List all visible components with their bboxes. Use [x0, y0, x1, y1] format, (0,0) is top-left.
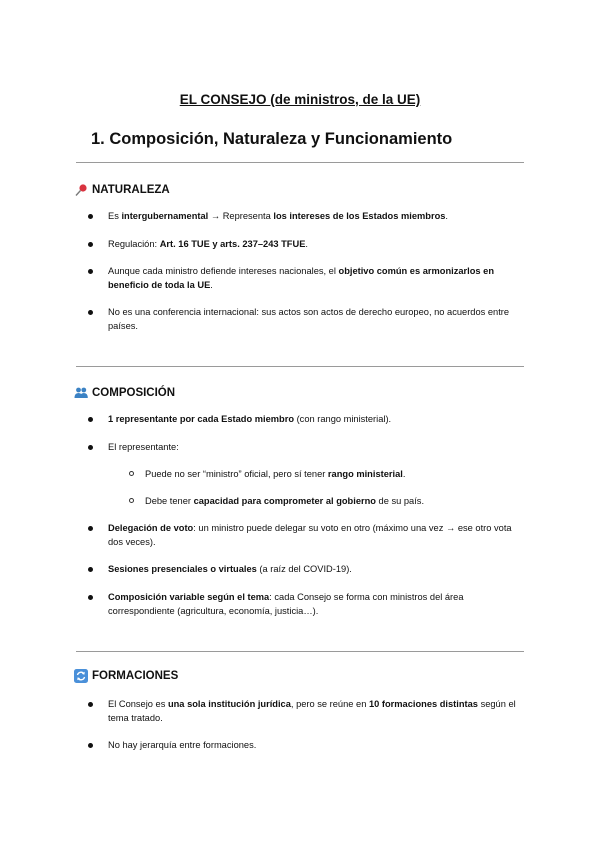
bullet-icon: [88, 417, 93, 422]
people-icon: [74, 386, 88, 400]
bullet-icon: [88, 526, 93, 531]
list-item: Es intergubernamental → Representa los intereses de los Estados miembros.: [108, 209, 524, 223]
bullet-icon: [88, 702, 93, 707]
list-item: Regulación: Art. 16 TUE y arts. 237–243 TFUE.: [108, 237, 524, 251]
bullet-icon: [88, 445, 93, 450]
list-item: No hay jerarquía entre formaciones.: [108, 738, 524, 752]
list-item: El Consejo es una sola institución jurídica, pero se reúne en 10 formaciones distintas según el tema tratado.: [108, 697, 524, 725]
list-item: 1 representante por cada Estado miembro (con rango ministerial).: [108, 412, 524, 426]
sub-list-item: Puede no ser “ministro” oficial, pero sí tener rango ministerial.: [145, 467, 524, 481]
sub-list-item: Debe tener capacidad para comprometer al gobierno de su país.: [145, 494, 524, 508]
list-item: Delegación de voto: un ministro puede delegar su voto en otro (máximo una vez → ese otro vota dos veces).: [108, 521, 524, 549]
list-item: No es una conferencia internacional: sus actos son actos de derecho europeo, no acuerdos entre países.: [108, 305, 524, 333]
circle-bullet-icon: [129, 498, 134, 503]
section-heading: 1. Composición, Naturaleza y Funcionamiento: [91, 130, 453, 148]
document-title: EL CONSEJO (de ministros, de la UE): [179, 92, 421, 107]
formaciones-heading: [74, 669, 178, 683]
divider: [76, 651, 524, 652]
composicion-title: COMPOSICIÓN: [92, 387, 176, 399]
list-item: Composición variable según el tema: cada Consejo se forma con ministros del área correspondiente (agricultura, economía, justicia…).: [108, 590, 524, 618]
bullet-icon: [88, 269, 93, 274]
naturaleza-heading: [74, 183, 170, 197]
list-item: El representante:: [108, 440, 524, 454]
divider: [76, 162, 524, 163]
bullet-icon: [88, 214, 93, 219]
circle-bullet-icon: [129, 471, 134, 476]
composicion-heading: [74, 386, 175, 400]
cycle-arrows-icon: [74, 669, 88, 683]
list-item: Aunque cada ministro defiende intereses nacionales, el objetivo común es armonizarlos en beneficio de toda la UE.: [108, 264, 524, 292]
bullet-icon: [88, 567, 93, 572]
list-item: Sesiones presenciales o virtuales (a raíz del COVID-19).: [108, 562, 524, 576]
formaciones-title: FORMACIONES: [92, 670, 179, 682]
divider: [76, 366, 524, 367]
bullet-icon: [88, 242, 93, 247]
naturaleza-title: NATURALEZA: [92, 184, 170, 196]
pushpin-icon: [74, 183, 88, 197]
bullet-icon: [88, 595, 93, 600]
bullet-icon: [88, 310, 93, 315]
bullet-icon: [88, 743, 93, 748]
